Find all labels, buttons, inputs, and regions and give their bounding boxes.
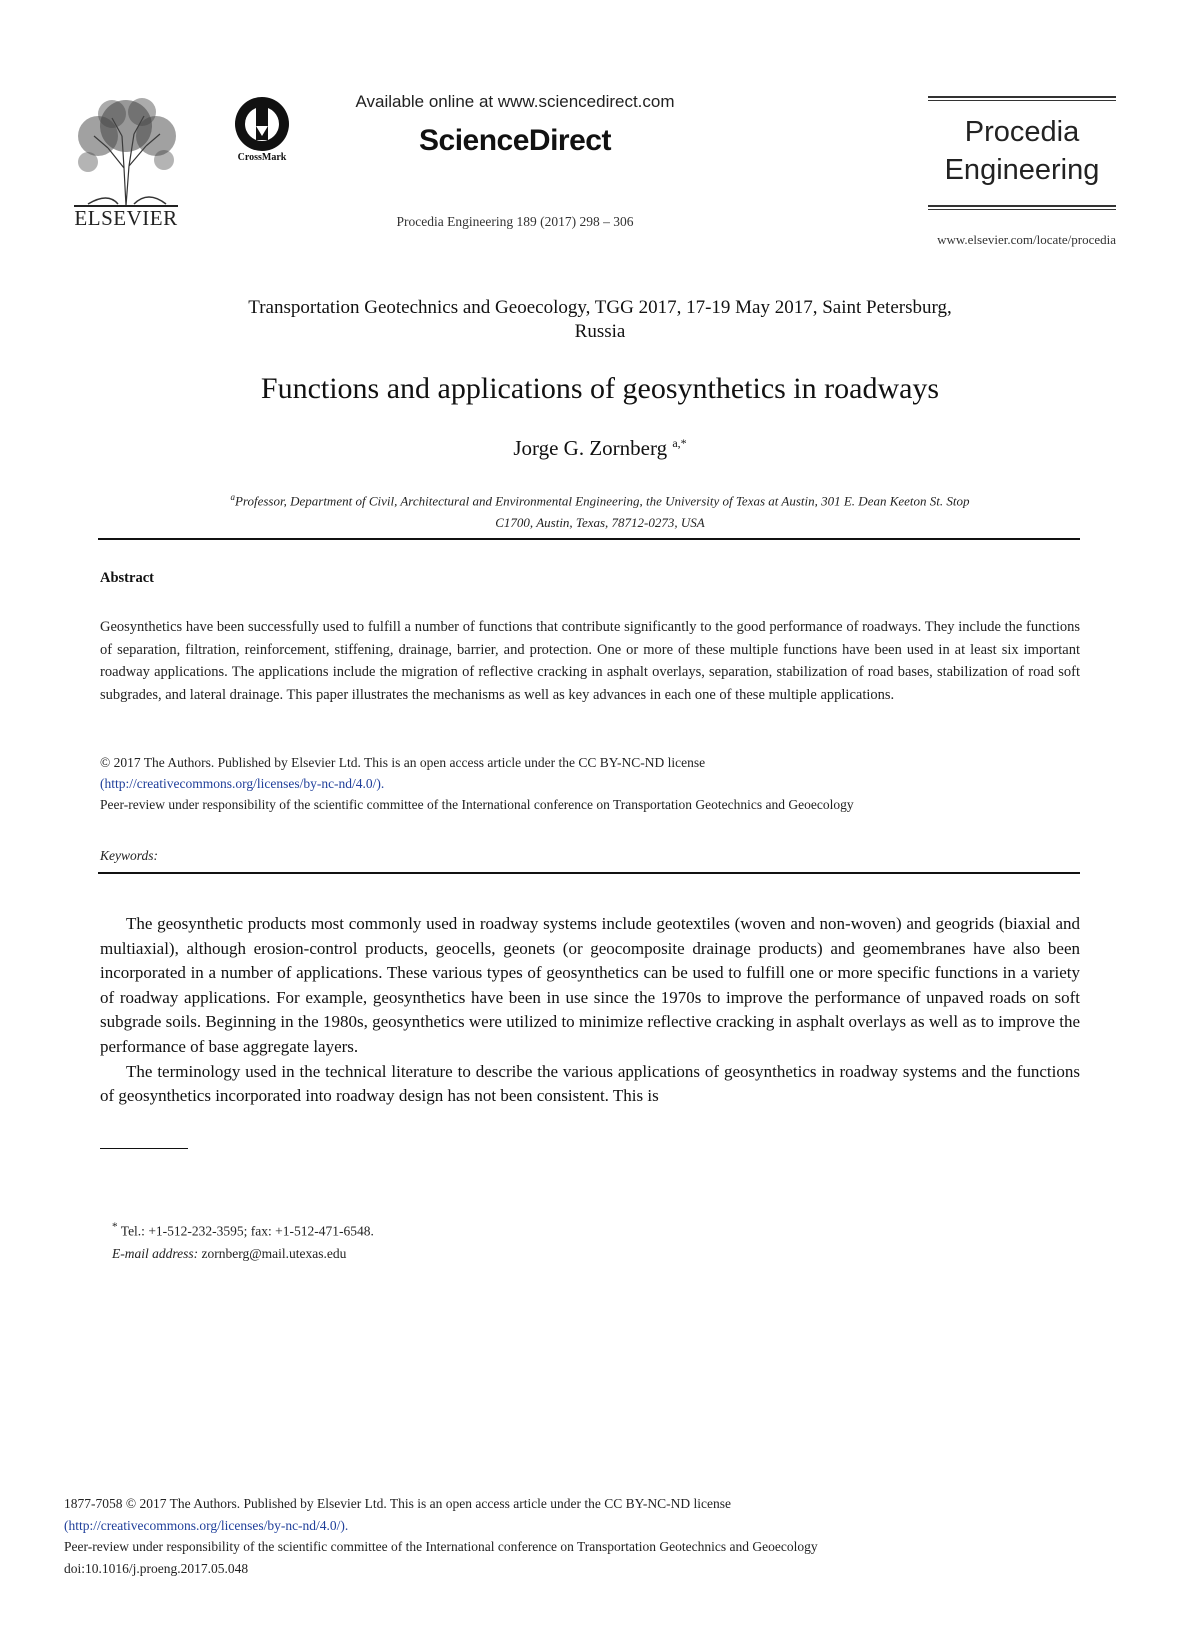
affiliation — [96, 486, 1104, 534]
abstract-heading: Abstract — [100, 570, 154, 586]
conference-info — [96, 296, 1104, 344]
footnote-rule — [100, 1148, 188, 1149]
body-paragraph-1: The geosynthetic products most commonly used in roadway systems include geotextiles (woven and non-woven) and geogrids (biaxial and multiaxial), although erosion-control products, geocells, geonets (or geocomposite drainage products) and geomembranes have also been incorporated in a number of applications. These various types of geosynthetics can be used to fulfill one or more specific functions in a variety of roadway applications. For example, geosynthetics have been in use since the 1970s to improve the performance of unpaved roads on soft subgrade soils. Beginning in the 1980s, geosynthetics were utilized to minimize reflective cracking in asphalt overlays as well as to improve the performance of base aggregate layers. — [100, 914, 1080, 1056]
author-name: Jorge G. Zornberg — [513, 436, 668, 460]
publisher-name: ELSEVIER — [74, 206, 178, 230]
journal-title-line2: Engineering — [944, 154, 1100, 186]
journal-title — [928, 101, 1116, 205]
masthead-rule-bottom — [928, 205, 1116, 210]
license-text: © 2017 The Authors. Published by Elsevier Ltd. This is an open access article under the CC BY-NC-ND license — [100, 755, 706, 770]
footer-doi[interactable]: doi:10.1016/j.proeng.2017.05.048 — [64, 1560, 249, 1576]
peer-review-text: Peer-review under responsibility of the scientific committee of the International conference on Transportation Geotechnics and Geoecology — [100, 797, 854, 812]
author-email[interactable]: zornberg@mail.utexas.edu — [201, 1245, 347, 1261]
license-link[interactable]: (http://creativecommons.org/licenses/by-nc-nd/4.0/). — [100, 776, 385, 791]
footer-issn-license: 1877-7058 © 2017 The Authors. Published by Elsevier Ltd. This is an open access article under the CC BY-NC-ND license — [64, 1496, 732, 1511]
footnote-mark: * — [112, 1221, 118, 1233]
body-paragraph-2: The terminology used in the technical literature to describe the various applications of geosynthetics in roadway systems and the functions of geosynthetics incorporated into roadway design has not been consistent. This is — [100, 1061, 1080, 1106]
affiliation-line1: Professor, Department of Civil, Architectural and Environmental Engineering, the University of Texas at Austin, 301 E. Dean Keeton St. Stop — [234, 493, 970, 509]
abstract-license — [100, 752, 1080, 815]
rule-below-abstract — [98, 872, 1080, 874]
rule-above-abstract — [98, 538, 1080, 540]
crossmark-label: CrossMark — [237, 152, 287, 163]
affiliation-line2: C1700, Austin, Texas, 78712-0273, USA — [495, 515, 705, 531]
keywords-label: Keywords: — [100, 848, 158, 863]
available-online-text: Available online at www.sciencedirect.com — [355, 92, 675, 111]
page-footer — [64, 1493, 1064, 1579]
footer-peer-review: Peer-review under responsibility of the scientific committee of the International conference on Transportation Geotechnics and Geoecology — [64, 1539, 818, 1554]
sciencedirect-logo-text: ScienceDirect — [419, 124, 611, 157]
email-label: E-mail address: — [112, 1245, 199, 1261]
journal-title-line1: Procedia — [964, 116, 1080, 148]
author-line — [96, 436, 1104, 461]
author-mark: a,* — [672, 436, 687, 450]
abstract-text: Geosynthetics have been successfully used to fulfill a number of functions that contribute significantly to the good performance of roadways. They include the functions of separation, filtration, reinforcement, stiffening, drainage, barrier, and protection. One or more of these multiple functions have been used in at least six important roadway applications. The applications include the migration of reflective cracking in asphalt overlays, separation, stabilization of road bases, stabilization of road soft subgrades, and lateral drainage. This paper illustrates the mechanisms as well as key advances in each one of these multiple applications. — [100, 619, 1080, 703]
author-footnote — [112, 1216, 374, 1265]
footnote-tel: Tel.: +1-512-232-3595; fax: +1-512-471-6548. — [120, 1223, 374, 1239]
affiliation-mark: a — [230, 492, 235, 502]
journal-citation: Procedia Engineering 189 (2017) 298 – 306 — [396, 214, 634, 229]
journal-masthead — [928, 96, 1116, 210]
paper-title: Functions and applications of geosynthetics in roadways — [260, 372, 940, 405]
conference-line1: Transportation Geotechnics and Geoecology, TGG 2017, 17-19 May 2017, Saint Petersburg, — [248, 297, 952, 318]
body-text — [100, 912, 1080, 1109]
crossmark-icon[interactable] — [232, 96, 292, 168]
conference-line2: Russia — [574, 321, 626, 342]
journal-url[interactable]: www.elsevier.com/locate/procedia — [937, 232, 1116, 247]
footer-license-link[interactable]: (http://creativecommons.org/licenses/by-nc-nd/4.0/). — [64, 1517, 349, 1533]
